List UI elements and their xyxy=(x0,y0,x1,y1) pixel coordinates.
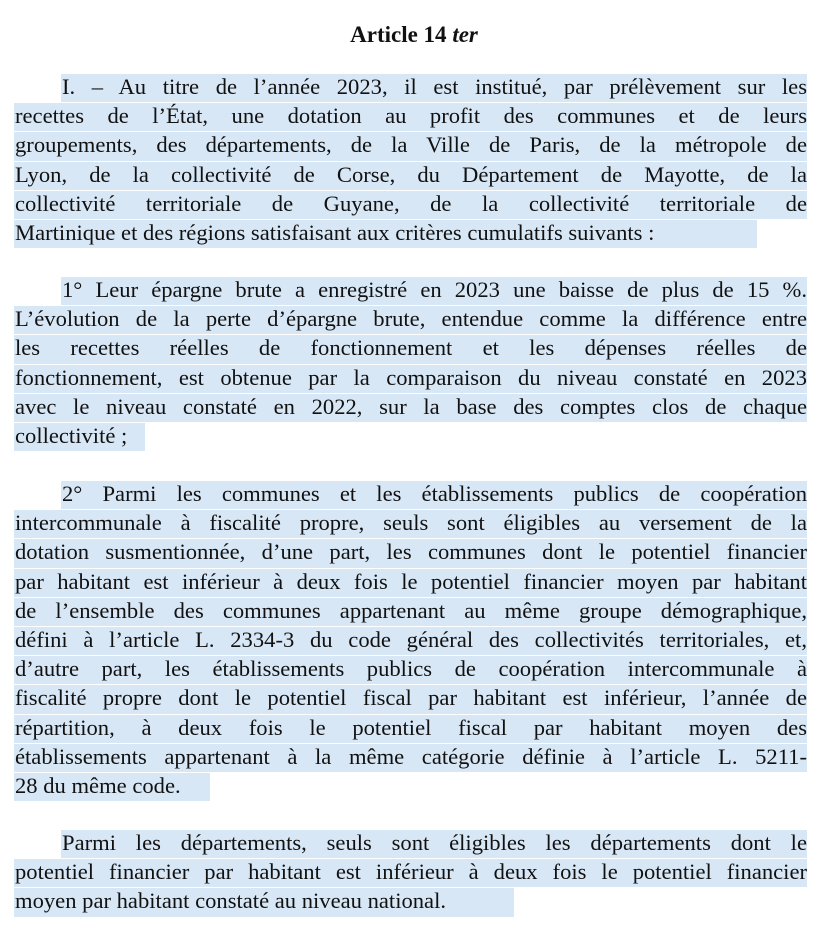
paragraph-line: les recettes réelles de fonctionnement et les dépenses réelles de xyxy=(0,333,828,362)
paragraph-line: d’autre part, les établissements publics de coopération intercommunale à xyxy=(0,654,828,683)
paragraph-line: avec le niveau constaté en 2022, sur la base des comptes clos de chaque xyxy=(0,392,828,421)
paragraph-line: collectivité territoriale de Guyane, de la collectivité territoriale de xyxy=(0,189,828,218)
paragraph-line: dotation susmentionnée, d’une part, les communes dont le potentiel financier xyxy=(0,537,828,566)
paragraph-2 xyxy=(0,275,828,450)
paragraph-line: fonctionnement, est obtenue par la comparaison du niveau constaté en 2023 xyxy=(0,363,828,392)
paragraph-1 xyxy=(0,72,828,247)
paragraph-line: établissements appartenant à la même catégorie définie à l’article L. 5211- xyxy=(0,742,828,771)
paragraph-line: potentiel financier par habitant est inférieur à deux fois le potentiel financier xyxy=(0,857,828,886)
paragraph-line: 2° Parmi les communes et les établissements publics de coopération xyxy=(0,479,828,508)
paragraph-line: fiscalité propre dont le potentiel fiscal par habitant est inférieur, l’année de xyxy=(0,683,828,712)
paragraph-line: intercommunale à fiscalité propre, seuls sont éligibles au versement de la xyxy=(0,508,828,537)
paragraph-line: collectivité ; xyxy=(0,421,828,450)
paragraph-line: moyen par habitant constaté au niveau national. xyxy=(0,886,828,915)
paragraph-line: de l’ensemble des communes appartenant au même groupe démographique, xyxy=(0,596,828,625)
article-title-text: Article 14 xyxy=(350,22,447,47)
paragraph-line: recettes de l’État, une dotation au profit des communes et de leurs xyxy=(0,101,828,130)
paragraph-line: répartition, à deux fois le potentiel fiscal par habitant moyen des xyxy=(0,713,828,742)
article-title-suffix: ter xyxy=(452,22,478,47)
paragraph-line: I. – Au titre de l’année 2023, il est institué, par prélèvement sur les xyxy=(0,72,828,101)
paragraph-line: groupements, des départements, de la Ville de Paris, de la métropole de xyxy=(0,130,828,159)
paragraph-line: par habitant est inférieur à deux fois le potentiel financier moyen par habitant xyxy=(0,567,828,596)
paragraph-line: Martinique et des régions satisfaisant aux critères cumulatifs suivants : xyxy=(0,218,828,247)
paragraph-line: Parmi les départements, seuls sont éligibles les départements dont le xyxy=(0,828,828,857)
paragraph-4 xyxy=(0,828,828,916)
paragraph-line: 28 du même code. xyxy=(0,771,828,800)
article-title xyxy=(0,20,828,50)
paragraph-line: Lyon, de la collectivité de Corse, du Département de Mayotte, de la xyxy=(0,160,828,189)
paragraph-line: 1° Leur épargne brute a enregistré en 2023 une baisse de plus de 15 %. xyxy=(0,275,828,304)
paragraph-3 xyxy=(0,479,828,800)
paragraph-line: L’évolution de la perte d’épargne brute, entendue comme la différence entre xyxy=(0,304,828,333)
paragraph-line: défini à l’article L. 2334-3 du code général des collectivités territoriales, et, xyxy=(0,625,828,654)
